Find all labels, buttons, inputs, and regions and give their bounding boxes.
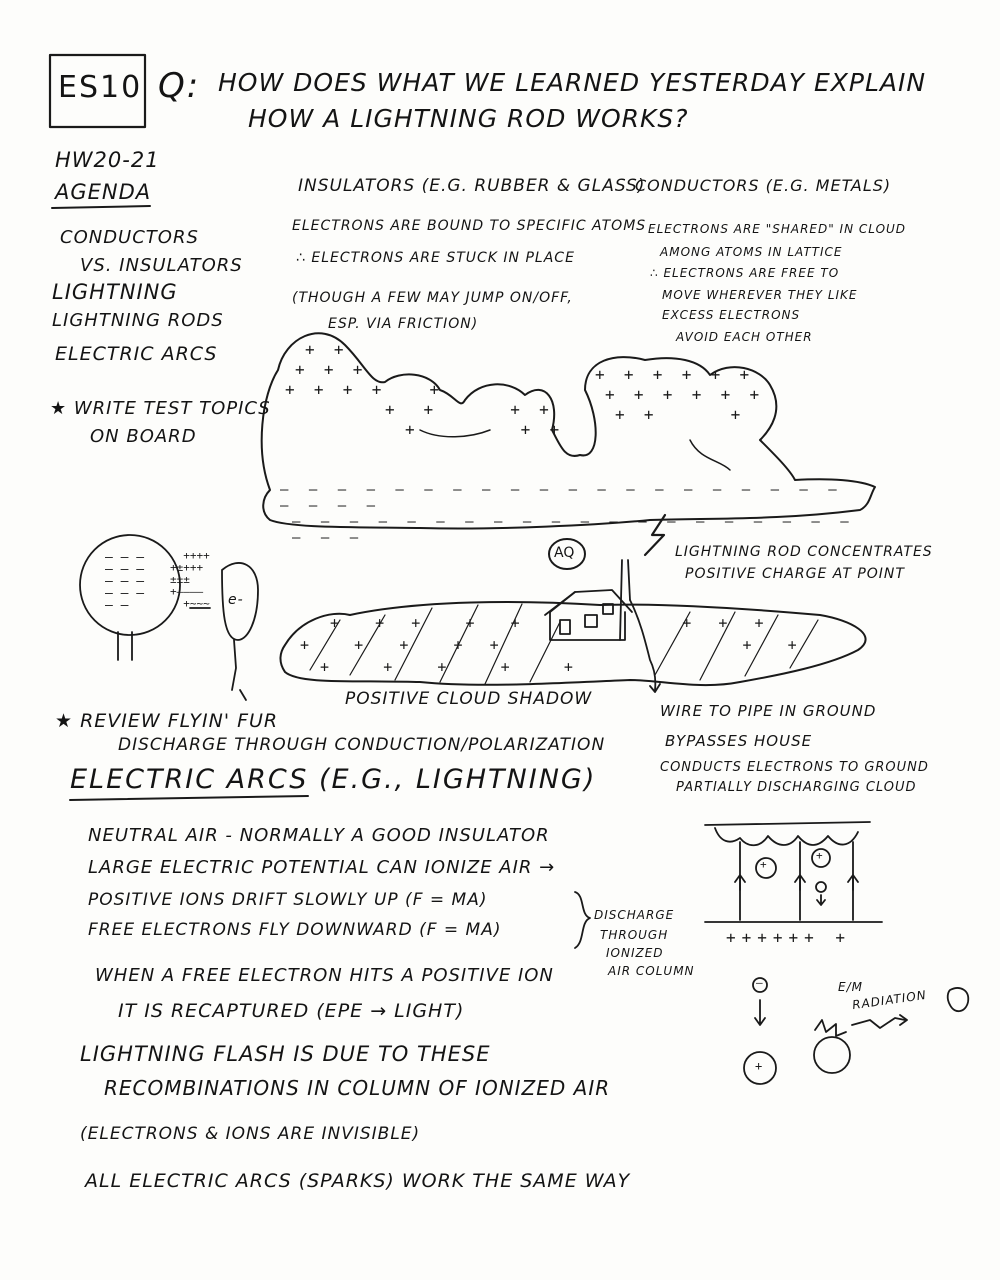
review-line-1: ★ REVIEW FLYIN' FUR	[55, 710, 279, 732]
insulators-line: ESP. VIA FRICTION)	[328, 316, 479, 332]
brace	[575, 892, 590, 948]
agenda-item: ELECTRIC ARCS	[55, 343, 218, 365]
question-line-2: HOW A LIGHTNING ROD WORKS?	[248, 104, 689, 133]
arcs-line: WHEN A FREE ELECTRON HITS A POSITIVE ION	[95, 965, 554, 986]
wire-note: CONDUCTS ELECTRONS TO GROUND	[660, 760, 929, 775]
cloud-negative-charges: – – – – – – – – – – – – – – – – – – – – – – – – – – – – – – – – – – – – – – – – – – – – – – –	[280, 482, 855, 546]
ion-column-diagram	[705, 822, 882, 922]
conductors-line: AVOID EACH OTHER	[676, 330, 813, 344]
discharge-note: IONIZED	[606, 946, 664, 960]
arcs-line: (ELECTRONS & IONS ARE INVISIBLE)	[80, 1124, 421, 1144]
arcs-line: POSITIVE IONS DRIFT SLOWLY UP (F = MA)	[88, 890, 488, 910]
insulators-heading: INSULATORS (E.G. RUBBER & GLASS)	[298, 176, 646, 196]
rod-note: POSITIVE CHARGE AT POINT	[685, 566, 905, 582]
agenda-item: CONDUCTORS	[60, 227, 199, 248]
arcs-line: NEUTRAL AIR - NORMALLY A GOOD INSULATOR	[88, 825, 550, 846]
discharge-note: AIR COLUMN	[608, 964, 695, 978]
aq-label: AQ	[554, 545, 575, 561]
em-label: E/M	[838, 980, 863, 994]
agenda-todo: ★ WRITE TEST TOPICS	[50, 398, 271, 419]
review-line-2: DISCHARGE THROUGH CONDUCTION/POLARIZATION	[118, 735, 606, 755]
code-label: ES10	[58, 70, 143, 105]
ion-signs: +	[760, 858, 767, 871]
conductors-line: MOVE WHEREVER THEY LIKE	[662, 288, 858, 302]
question-line-1: HOW DOES WHAT WE LEARNED YESTERDAY EXPLAIN	[218, 68, 927, 97]
wire-note: BYPASSES HOUSE	[665, 732, 813, 750]
agenda-item: VS. INSULATORS	[80, 255, 243, 276]
agenda-item: LIGHTNING	[52, 280, 178, 304]
agenda-todo: ON BOARD	[90, 426, 197, 447]
arcs-line: LIGHTNING FLASH IS DUE TO THESE	[80, 1042, 491, 1066]
fur-charges: ++++ +±+++ ±±± +–––– +~~~	[170, 549, 210, 610]
column-ground-charges: ++++++ +	[726, 928, 852, 947]
agenda-title: AGENDA	[55, 180, 152, 204]
conductors-heading: CONDUCTORS (E.G. METALS)	[635, 176, 892, 195]
ion-signs: –	[756, 976, 763, 989]
arcs-line: FREE ELECTRONS FLY DOWNWARD (F = MA)	[88, 920, 502, 940]
agenda-term: HW20-21	[55, 148, 160, 172]
ion-signs: +	[816, 849, 823, 862]
arcs-underline	[70, 796, 308, 800]
agenda-item: LIGHTNING RODS	[52, 310, 224, 331]
wire-note: PARTIALLY DISCHARGING CLOUD	[676, 780, 917, 795]
arcs-heading: ELECTRIC ARCS (E.G., LIGHTNING)	[70, 764, 597, 795]
rod-note: LIGHTNING ROD CONCENTRATES	[675, 544, 933, 560]
ion-signs: +	[755, 1059, 763, 1073]
insulators-line: (THOUGH A FEW MAY JUMP ON/OFF,	[292, 290, 573, 306]
electron-label: e-	[228, 592, 244, 608]
arcs-line: ALL ELECTRIC ARCS (SPARKS) WORK THE SAME WAY	[85, 1170, 631, 1192]
question-prefix: Q:	[158, 66, 201, 106]
conductors-line: ∴ ELECTRONS ARE FREE TO	[650, 266, 840, 280]
shadow-label: POSITIVE CLOUD SHADOW	[345, 689, 593, 709]
discharge-note: THROUGH	[600, 928, 669, 942]
agenda-underline	[52, 206, 150, 208]
discharge-note: DISCHARGE	[594, 908, 675, 922]
conductors-line: AMONG ATOMS IN LATTICE	[660, 245, 843, 259]
cloud-positive-charges: + + + + + + + + + + + + + + + + + + + + + + + + + + + + + + + +	[285, 340, 760, 439]
arcs-line: RECOMBINATIONS IN COLUMN OF IONIZED AIR	[104, 1076, 611, 1100]
ground-positive-charges: + + + + + + + + + + + + + + + + + + + +	[300, 614, 797, 676]
balloon-negative-charges: – – – – – – – – – – – – – –	[105, 550, 145, 613]
insulators-line: ELECTRONS ARE BOUND TO SPECIFIC ATOMS	[292, 218, 647, 234]
conductors-line: EXCESS ELECTRONS	[662, 308, 801, 322]
conductors-line: ELECTRONS ARE "SHARED" IN CLOUD	[648, 222, 907, 236]
arcs-line: LARGE ELECTRIC POTENTIAL CAN IONIZE AIR →	[88, 857, 556, 878]
wire-note: WIRE TO PIPE IN GROUND	[660, 702, 877, 720]
em-label: RADIATION	[851, 987, 928, 1013]
insulators-line: ∴ ELECTRONS ARE STUCK IN PLACE	[296, 250, 575, 266]
arcs-line: IT IS RECAPTURED (EPE → LIGHT)	[118, 1000, 465, 1022]
